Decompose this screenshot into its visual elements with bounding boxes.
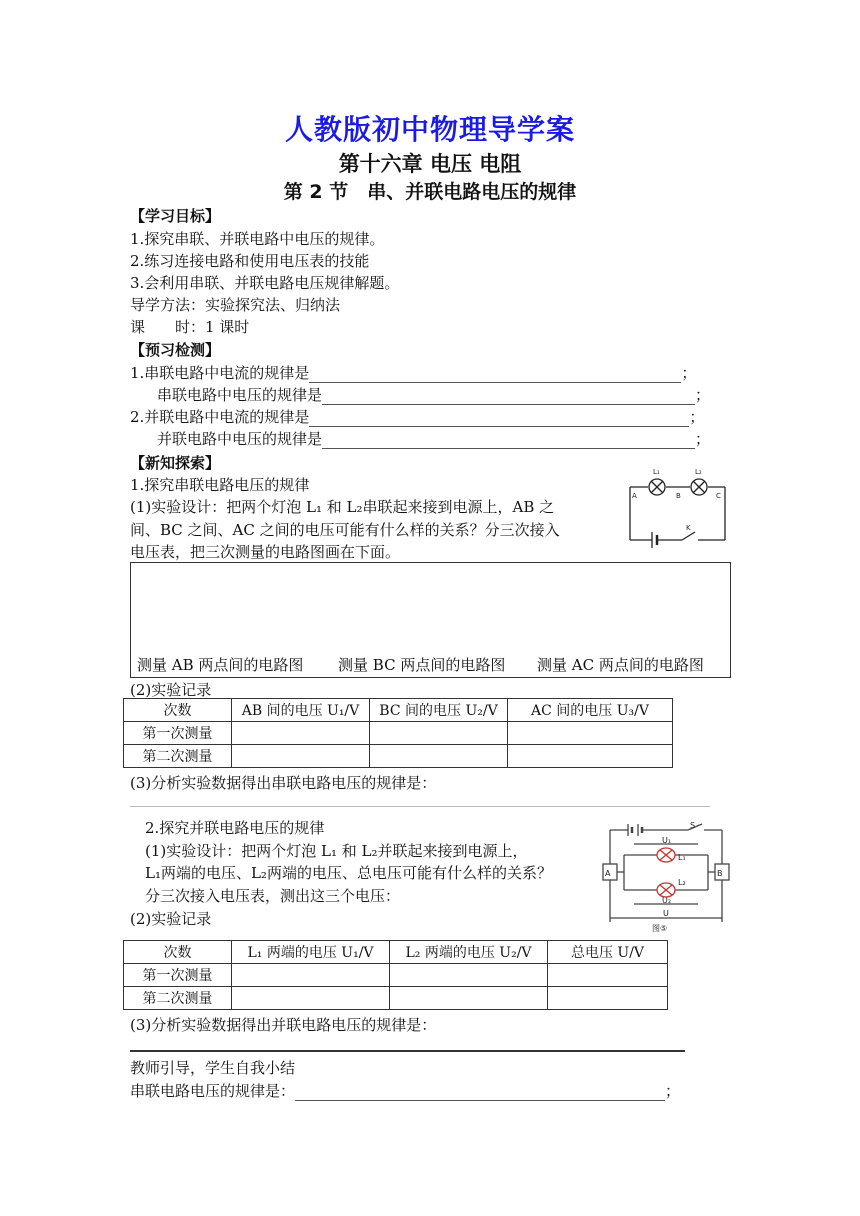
semicolon: ； <box>689 408 705 426</box>
table-row <box>124 745 673 768</box>
semicolon: ； <box>695 386 711 404</box>
row-label: 第二次测量 <box>124 987 232 1010</box>
preview-q2a-text: 2.并联电路中电流的规律是 <box>130 408 310 426</box>
record2-label: (2)实验记录 <box>130 910 212 928</box>
method-line: 导学方法：实验探究法、归纳法 <box>130 296 341 314</box>
semicolon: ； <box>665 1082 681 1100</box>
table-header-row <box>124 941 668 964</box>
table-header: 次数 <box>124 699 232 722</box>
semicolon: ； <box>681 364 697 382</box>
fig2-label-A: A <box>605 869 611 878</box>
table-cell[interactable] <box>232 987 390 1010</box>
explore-heading: 【新知探索】 <box>130 454 221 472</box>
summary-series-text: 串联电路电压的规律是： <box>130 1082 296 1100</box>
part2-design-line1: (1)实验设计：把两个灯泡 L₁ 和 L₂并联起来接到电源上， <box>145 842 528 860</box>
table-header: 次数 <box>124 941 232 964</box>
preview-q2a <box>130 406 704 427</box>
summary-intro: 教师引导，学生自我小结 <box>130 1059 296 1077</box>
table-row <box>124 987 668 1010</box>
summary-series <box>130 1080 680 1101</box>
series-circuit-figure <box>620 462 730 550</box>
preview-q1b-text: 串联电路中电压的规律是 <box>157 386 323 404</box>
table-cell[interactable] <box>232 745 370 768</box>
doc-title: 人教版初中物理导学案 <box>284 113 575 146</box>
fig1-label-L2: L₂ <box>695 468 702 476</box>
table-header: L₂ 两端的电压 U₂/V <box>390 941 548 964</box>
table-cell[interactable] <box>390 987 548 1010</box>
parallel-circuit-figure <box>600 822 732 934</box>
table-cell[interactable] <box>548 987 668 1010</box>
fig2-label-U2: U₂ <box>662 896 672 905</box>
fig1-label-B: B <box>676 492 681 500</box>
fig2-label-S: S <box>690 822 696 830</box>
answer-blank[interactable] <box>322 390 695 405</box>
box-label-ab: 测量 AB 两点间的电路图 <box>137 656 304 674</box>
table-header: BC 间的电压 U₂/V <box>370 699 508 722</box>
box-label-bc: 测量 BC 两点间的电路图 <box>338 656 506 674</box>
table-header: 总电压 U/V <box>548 941 668 964</box>
table-header: AC 间的电压 U₃/V <box>508 699 673 722</box>
part1-design-line1: (1)实验设计：把两个灯泡 L₁ 和 L₂串联起来接到电源上，AB 之 <box>130 498 555 516</box>
answer-line[interactable] <box>130 1050 685 1052</box>
goals-heading: 【学习目标】 <box>130 207 221 225</box>
goal-2: 2.练习连接电路和使用电压表的技能 <box>130 252 370 270</box>
goal-1: 1.探究串联、并联电路中电压的规律。 <box>130 230 385 248</box>
analysis2-label: (3)分析实验数据得出并联电路电压的规律是： <box>130 1016 437 1034</box>
table-row <box>124 722 673 745</box>
row-label: 第二次测量 <box>124 745 232 768</box>
analysis1-label: (3)分析实验数据得出串联电路电压的规律是： <box>130 774 437 792</box>
parallel-table <box>123 940 668 1010</box>
preview-heading: 【预习检测】 <box>130 341 221 359</box>
goal-3: 3.会利用串联、并联电路电压规律解题。 <box>130 274 400 292</box>
table-cell[interactable] <box>548 964 668 987</box>
table-cell[interactable] <box>232 964 390 987</box>
table-cell[interactable] <box>508 745 673 768</box>
series-table <box>123 698 673 768</box>
answer-line[interactable] <box>130 806 710 807</box>
answer-blank[interactable] <box>322 434 695 449</box>
table-cell[interactable] <box>370 745 508 768</box>
preview-q2b-text: 并联电路中电压的规律是 <box>157 430 323 448</box>
section-title: 第 2 节 串、并联电路电压的规律 <box>283 181 577 203</box>
answer-blank[interactable] <box>309 368 681 383</box>
part2-design-line3: 分三次接入电压表，测出这三个电压： <box>145 887 401 905</box>
row-label: 第一次测量 <box>124 964 232 987</box>
fig2-label-U1: U₁ <box>662 836 672 845</box>
fig2-caption: 图⑤ <box>652 924 668 933</box>
table-header: L₁ 两端的电压 U₁/V <box>232 941 390 964</box>
fig1-label-A: A <box>632 492 637 500</box>
fig1-label-C: C <box>716 492 721 500</box>
table-cell[interactable] <box>508 722 673 745</box>
chapter-title: 第十六章 电压 电阻 <box>338 152 522 176</box>
box-label-ac: 测量 AC 两点间的电路图 <box>537 656 704 674</box>
fig1-label-K: K <box>686 524 691 532</box>
hours-line: 课 时：1 课时 <box>130 318 250 336</box>
part2-design-line2: L₁两端的电压、L₂两端的电压、总电压可能有什么样的关系？ <box>145 864 552 882</box>
part1-title: 1.探究串联电路电压的规律 <box>130 476 310 494</box>
answer-blank[interactable] <box>295 1086 665 1101</box>
table-header-row <box>124 699 673 722</box>
fig2-label-L2: L₂ <box>678 878 686 887</box>
part2-title: 2.探究并联电路电压的规律 <box>145 819 325 837</box>
fig2-label-L1: L₁ <box>678 853 686 862</box>
record1-label: (2)实验记录 <box>130 681 212 699</box>
table-cell[interactable] <box>232 722 370 745</box>
table-row <box>124 964 668 987</box>
preview-q1a <box>130 362 696 383</box>
preview-q2b <box>157 428 710 449</box>
table-cell[interactable] <box>390 964 548 987</box>
preview-q1a-text: 1.串联电路中电流的规律是 <box>130 364 310 382</box>
row-label: 第一次测量 <box>124 722 232 745</box>
part1-design-line3: 电压表，把三次测量的电路图画在下面。 <box>130 543 401 561</box>
fig2-label-U: U <box>663 909 669 918</box>
preview-q1b <box>157 384 710 405</box>
table-header: AB 间的电压 U₁/V <box>232 699 370 722</box>
fig2-label-B: B <box>717 869 723 878</box>
semicolon: ； <box>695 430 711 448</box>
part1-design-line2: 间、BC 之间、AC 之间的电压可能有什么样的关系？分三次接入 <box>130 521 560 539</box>
table-cell[interactable] <box>370 722 508 745</box>
fig1-label-L1: L₁ <box>653 468 660 476</box>
answer-blank[interactable] <box>309 412 689 427</box>
